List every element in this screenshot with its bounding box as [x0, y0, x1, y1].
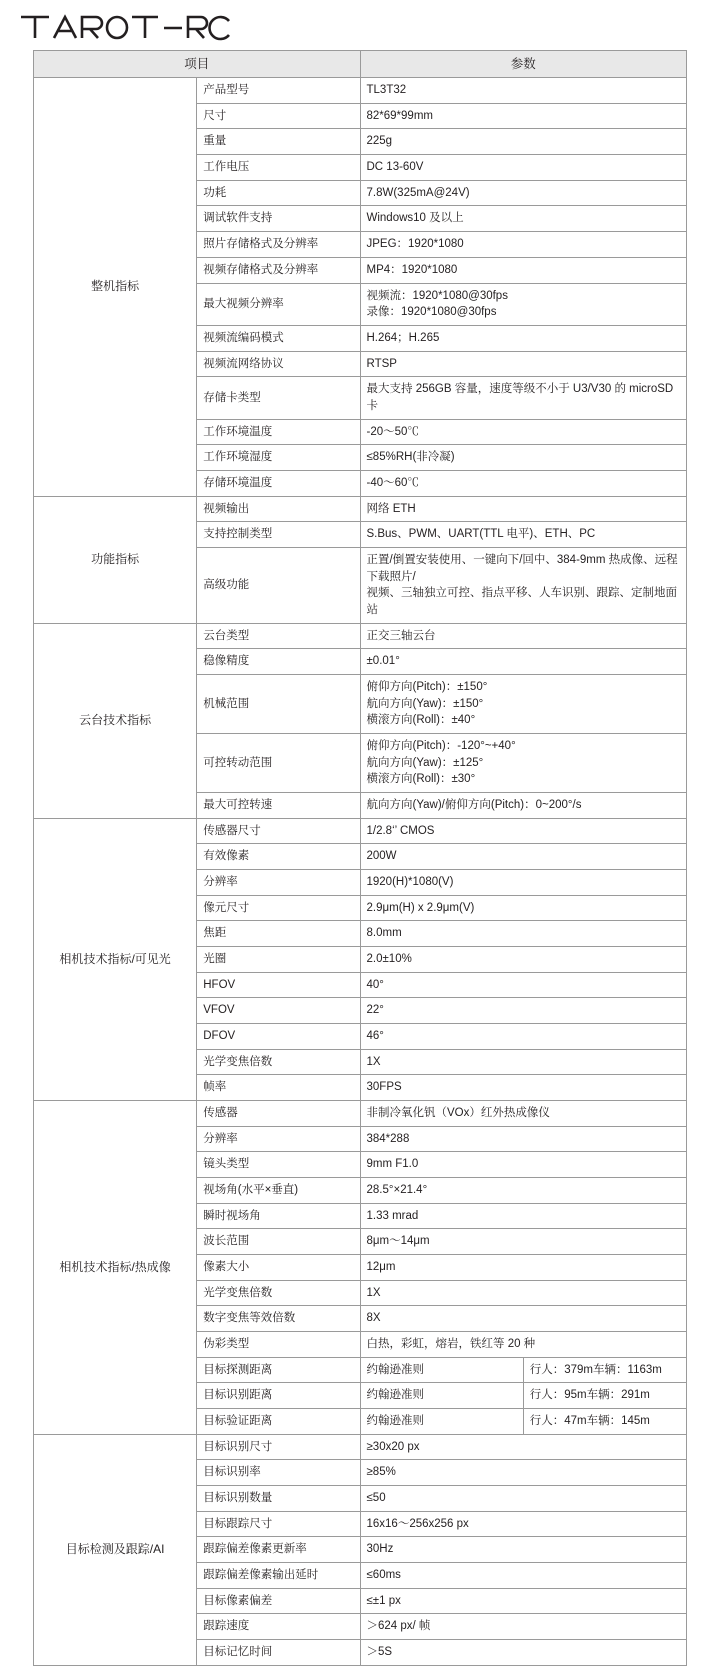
item-label: 目标识别尺寸	[197, 1434, 360, 1460]
item-value: 30FPS	[360, 1075, 687, 1101]
item-label: 目标像素偏差	[197, 1588, 360, 1614]
item-label: 跟踪偏差像素输出延时	[197, 1563, 360, 1589]
item-label: 目标跟踪尺寸	[197, 1511, 360, 1537]
item-value: ±0.01°	[360, 649, 687, 675]
item-value: 30Hz	[360, 1537, 687, 1563]
table-row	[34, 1101, 687, 1127]
item-label: 目标记忆时间	[197, 1640, 360, 1666]
item-value: 7.8W(325mA@24V)	[360, 180, 687, 206]
item-value: 22°	[360, 998, 687, 1024]
item-label: HFOV	[197, 972, 360, 998]
table-row	[34, 78, 687, 104]
item-label: 视频流编码模式	[197, 325, 360, 351]
group-label: 相机技术指标/热成像	[34, 1101, 197, 1435]
table-row	[34, 496, 687, 522]
item-label: 视场角(水平×垂直)	[197, 1178, 360, 1204]
item-label: 数字变焦等效倍数	[197, 1306, 360, 1332]
item-label: 焦距	[197, 921, 360, 947]
item-label: 调试软件支持	[197, 206, 360, 232]
item-label: 光学变焦倍数	[197, 1280, 360, 1306]
item-label: 机械范围	[197, 674, 360, 733]
item-label: 重量	[197, 129, 360, 155]
item-label: 照片存储格式及分辨率	[197, 232, 360, 258]
table-row	[34, 818, 687, 844]
group-label: 云台技术指标	[34, 623, 197, 818]
item-label: 跟踪偏差像素更新率	[197, 1537, 360, 1563]
item-value: 2.0±10%	[360, 946, 687, 972]
table-header-row	[34, 51, 687, 78]
item-value: -40～60℃	[360, 470, 687, 496]
item-value: ＞624 px/ 帧	[360, 1614, 687, 1640]
column-header-item: 项目	[34, 51, 361, 78]
item-value: ≥85%	[360, 1460, 687, 1486]
item-label: 有效像素	[197, 844, 360, 870]
item-value: 1/2.8‘’ CMOS	[360, 818, 687, 844]
item-label: 目标验证距离	[197, 1409, 360, 1435]
item-label: 稳像精度	[197, 649, 360, 675]
item-label: 产品型号	[197, 78, 360, 104]
item-value: ≥30x20 px	[360, 1434, 687, 1460]
item-value: 16x16～256x256 px	[360, 1511, 687, 1537]
item-value: MP4：1920*1080	[360, 257, 687, 283]
item-label: 光圈	[197, 946, 360, 972]
item-label: 伪彩类型	[197, 1332, 360, 1358]
group-label: 目标检测及跟踪/AI	[34, 1434, 197, 1665]
item-label: 光学变焦倍数	[197, 1049, 360, 1075]
item-label: 镜头类型	[197, 1152, 360, 1178]
item-label: 可控转动范围	[197, 733, 360, 792]
column-header-parameter: 参数	[360, 51, 687, 78]
item-value: 8.0mm	[360, 921, 687, 947]
item-value: 航向方向(Yaw)/俯仰方向(Pitch)：0~200°/s	[360, 792, 687, 818]
table-row	[34, 623, 687, 649]
item-value: 1X	[360, 1280, 687, 1306]
item-label: 分辨率	[197, 1126, 360, 1152]
item-label: 目标识别数量	[197, 1486, 360, 1512]
item-label: 尺寸	[197, 103, 360, 129]
group-label: 相机技术指标/可见光	[34, 818, 197, 1100]
item-label: 云台类型	[197, 623, 360, 649]
item-value: 40°	[360, 972, 687, 998]
item-label: 最大视频分辨率	[197, 283, 360, 325]
value-criterion: 约翰逊准则	[360, 1357, 523, 1383]
item-value: 28.5°×21.4°	[360, 1178, 687, 1204]
item-value: 1920(H)*1080(V)	[360, 869, 687, 895]
item-value: 384*288	[360, 1126, 687, 1152]
item-value: S.Bus、PWM、UART(TTL 电平)、ETH、PC	[360, 522, 687, 548]
spec-sheet-page	[0, 10, 720, 1677]
item-value: 俯仰方向(Pitch)：±150° 航向方向(Yaw)：±150° 横滚方向(Roll)：±40°	[360, 674, 687, 733]
item-value: 1.33 mrad	[360, 1203, 687, 1229]
item-value: JPEG：1920*1080	[360, 232, 687, 258]
item-label: 分辨率	[197, 869, 360, 895]
item-label: 视频存储格式及分辨率	[197, 257, 360, 283]
item-value: 视频流：1920*1080@30fps 录像：1920*1080@30fps	[360, 283, 687, 325]
item-value: RTSP	[360, 351, 687, 377]
item-value: 白热，彩虹，熔岩，铁红等 20 种	[360, 1332, 687, 1358]
brand-logo	[18, 10, 720, 44]
item-value: ≤85%RH(非冷凝)	[360, 445, 687, 471]
item-value: Windows10 及以上	[360, 206, 687, 232]
item-label: 功耗	[197, 180, 360, 206]
item-value: 46°	[360, 1024, 687, 1050]
item-value: ≤±1 px	[360, 1588, 687, 1614]
item-label: 视频流网络协议	[197, 351, 360, 377]
item-label: VFOV	[197, 998, 360, 1024]
group-label: 功能指标	[34, 496, 197, 623]
value-detail: 行人：379m车辆：1163m	[523, 1357, 686, 1383]
group-label: 整机指标	[34, 78, 197, 496]
item-value: 俯仰方向(Pitch)：-120°~+40° 航向方向(Yaw)：±125° 横滚方向(Roll)：±30°	[360, 733, 687, 792]
table-body	[34, 78, 687, 1666]
item-label: 最大可控转速	[197, 792, 360, 818]
item-value: 1X	[360, 1049, 687, 1075]
item-label: 瞬时视场角	[197, 1203, 360, 1229]
item-label: 工作环境温度	[197, 419, 360, 445]
item-label: 目标识别距离	[197, 1383, 360, 1409]
item-value: 82*69*99mm	[360, 103, 687, 129]
item-label: 传感器	[197, 1101, 360, 1127]
item-value: TL3T32	[360, 78, 687, 104]
item-value: 网络 ETH	[360, 496, 687, 522]
item-value: 225g	[360, 129, 687, 155]
item-label: 目标识别率	[197, 1460, 360, 1486]
item-value: ≤50	[360, 1486, 687, 1512]
item-label: 工作环境湿度	[197, 445, 360, 471]
item-value: 最大支持 256GB 容量，速度等级不小于 U3/V30 的 microSD 卡	[360, 377, 687, 419]
item-label: 存储卡类型	[197, 377, 360, 419]
item-value: -20～50℃	[360, 419, 687, 445]
specifications-table	[33, 50, 687, 1666]
item-label: 波长范围	[197, 1229, 360, 1255]
item-value: 200W	[360, 844, 687, 870]
item-value: 非制冷氧化钒（VOx）红外热成像仪	[360, 1101, 687, 1127]
item-value: 9mm F1.0	[360, 1152, 687, 1178]
item-value: 正置/倒置安装使用、一键向下/回中、384-9mm 热成像、远程下载照片/ 视频、三轴独立可控、指点平移、人车识别、跟踪、定制地面站	[360, 547, 687, 623]
value-detail: 行人：95m车辆：291m	[523, 1383, 686, 1409]
item-label: DFOV	[197, 1024, 360, 1050]
item-label: 像素大小	[197, 1255, 360, 1281]
value-criterion: 约翰逊准则	[360, 1409, 523, 1435]
item-value: 正交三轴云台	[360, 623, 687, 649]
item-label: 支持控制类型	[197, 522, 360, 548]
item-label: 目标探测距离	[197, 1357, 360, 1383]
item-value: 8X	[360, 1306, 687, 1332]
table-header	[34, 51, 687, 78]
item-value: ＞5S	[360, 1640, 687, 1666]
item-value: DC 13-60V	[360, 155, 687, 181]
item-label: 高级功能	[197, 547, 360, 623]
item-value: 2.9μm(H) x 2.9μm(V)	[360, 895, 687, 921]
item-label: 传感器尺寸	[197, 818, 360, 844]
value-criterion: 约翰逊准则	[360, 1383, 523, 1409]
item-value: 8μm～14μm	[360, 1229, 687, 1255]
tarot-rc-logo-icon	[18, 12, 233, 42]
item-label: 工作电压	[197, 155, 360, 181]
item-label: 跟踪速度	[197, 1614, 360, 1640]
item-value: ≤60ms	[360, 1563, 687, 1589]
item-value: 12μm	[360, 1255, 687, 1281]
item-label: 帧率	[197, 1075, 360, 1101]
item-label: 像元尺寸	[197, 895, 360, 921]
value-detail: 行人：47m车辆：145m	[523, 1409, 686, 1435]
table-row	[34, 1434, 687, 1460]
item-label: 存储环境温度	[197, 470, 360, 496]
item-value: H.264；H.265	[360, 325, 687, 351]
item-label: 视频输出	[197, 496, 360, 522]
